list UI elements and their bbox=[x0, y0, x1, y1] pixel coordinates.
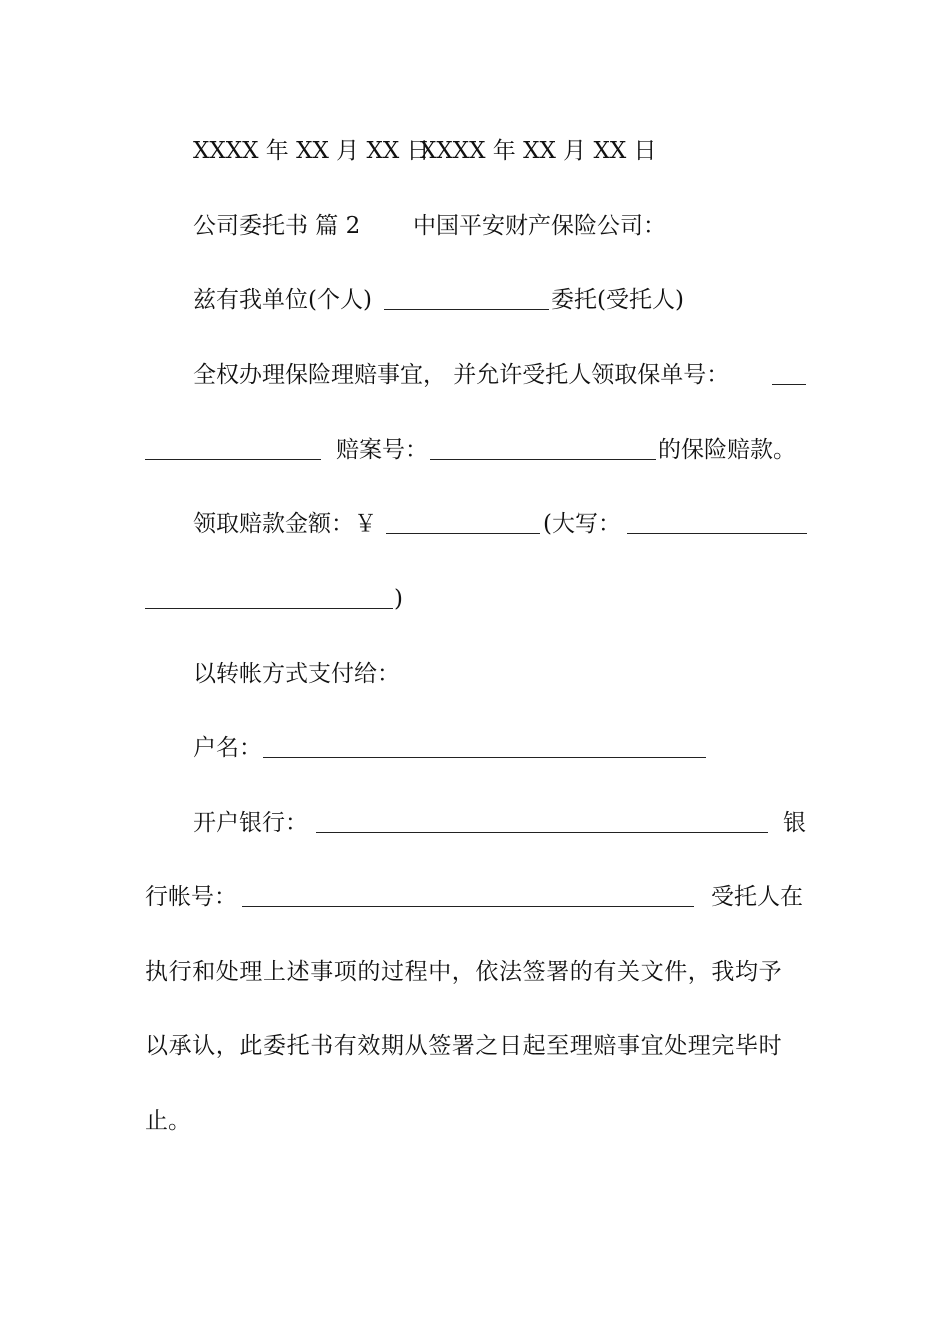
date-left: XXXX 年 XX 月 XX 日 bbox=[193, 138, 430, 164]
paragraph-amount-cont bbox=[0, 579, 950, 619]
entrustor-blank[interactable] bbox=[384, 309, 549, 310]
authority-text: 全权办理保险理赔事宜， 并允许受托人领取保单号： bbox=[193, 362, 730, 388]
case-number-label: 赔案号： bbox=[336, 437, 428, 463]
amount-label: 领取赔款金额：￥ bbox=[193, 511, 377, 537]
capital-label: (大写： bbox=[543, 511, 621, 537]
case-suffix: 的保险赔款。 bbox=[658, 437, 796, 463]
paragraph-body-2 bbox=[0, 1026, 950, 1066]
bank-trail: 银 bbox=[783, 810, 806, 836]
case-number-blank[interactable] bbox=[430, 459, 656, 460]
policy-number-blank[interactable] bbox=[145, 459, 321, 460]
paragraph-body-1 bbox=[0, 952, 950, 992]
account-name-blank[interactable] bbox=[263, 757, 706, 758]
paragraph-transfer bbox=[0, 654, 950, 694]
document-title: 公司委托书 篇 2 bbox=[193, 213, 361, 239]
capital-close-paren: ) bbox=[394, 586, 403, 612]
paragraph-entrust bbox=[0, 280, 950, 320]
body-text-1: 执行和处理上述事项的过程中，依法签署的有关文件，我均予 bbox=[145, 959, 783, 985]
capital-amount-blank[interactable] bbox=[145, 608, 393, 609]
account-number-blank[interactable] bbox=[242, 906, 694, 907]
body-text-2: 以承认，此委托书有效期从签署之日起至理赔事宜处理完毕时 bbox=[145, 1033, 783, 1059]
entrust-suffix: 委托(受托人) bbox=[551, 287, 684, 313]
heading-line bbox=[0, 206, 950, 246]
account-name-label: 户名： bbox=[193, 735, 262, 761]
bank-label: 开户银行： bbox=[193, 810, 308, 836]
bank-blank[interactable] bbox=[316, 832, 768, 833]
paragraph-account-name bbox=[0, 728, 950, 768]
paragraph-amount bbox=[0, 504, 950, 544]
entrust-prefix: 兹有我单位(个人) bbox=[193, 287, 372, 313]
amount-blank[interactable] bbox=[386, 533, 540, 534]
paragraph-case bbox=[0, 430, 950, 470]
paragraph-body-3 bbox=[0, 1101, 950, 1141]
date-line bbox=[0, 131, 950, 171]
policy-number-blank-start[interactable] bbox=[772, 384, 806, 385]
account-number-label: 行帐号： bbox=[145, 884, 237, 910]
paragraph-account-number bbox=[0, 877, 950, 917]
paragraph-authority bbox=[0, 355, 950, 395]
body-text-3: 止。 bbox=[145, 1108, 191, 1134]
account-number-trail: 受托人在 bbox=[711, 884, 803, 910]
paragraph-bank bbox=[0, 803, 950, 843]
capital-amount-blank-start[interactable] bbox=[627, 533, 807, 534]
recipient-company: 中国平安财产保险公司： bbox=[413, 213, 666, 239]
transfer-text: 以转帐方式支付给： bbox=[193, 661, 400, 687]
date-right: XXXX 年 XX 月 XX 日 bbox=[420, 138, 657, 164]
